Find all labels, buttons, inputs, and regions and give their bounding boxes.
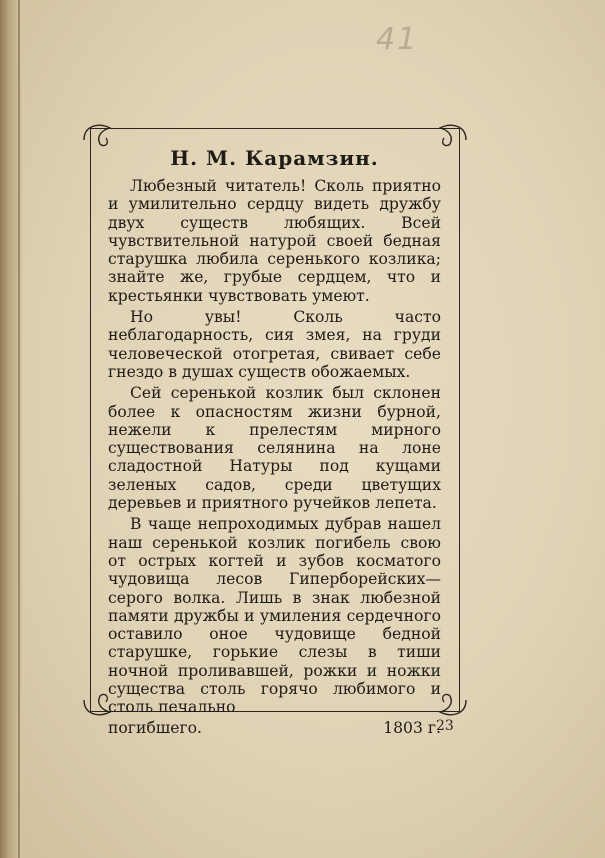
corner-ornament-top-left [84,125,110,145]
publication-year: 1803 г. [383,718,441,737]
gutter-edge [18,0,20,858]
article-title: Н. М. Карамзин. [170,146,379,170]
paragraph-3: Сей серенькой козлик был склонен более к опасностям жизни бурной, нежели к прелестям мирного существования селянина на лоне сладостной Натуры под кущами зеленых садов, среди цветущих деревьев и приятного ручейков лепета. [108,384,441,513]
corner-ornament-top-right [440,125,466,145]
paragraph-1: Любезный читатель! Сколь приятно и умилительно сердцу видеть дружбу двух существ любящих. Всей чувствительной натурой своей бедная старушка любила серенького козлика; знайте же, грубые сердцем, что и крестьянки чувствовать умеют. [108,177,441,305]
paragraph-4: В чаще непроходимых дубрав нашел наш серенькой козлик погибель свою от острых когтей и зубов косматого чудовища лесов Гиперборейских—серого волка. Лишь в знак любезной памяти дружбы и умиления сердечного оставило оное чудовище бедной старушке, горькие слезы в тиши ночной проливавшей, рожки и ножки существа столь горячо любимого и столь печально [108,515,441,717]
closing-word: погибшего. [108,718,202,737]
corner-ornament-bottom-left [84,694,110,714]
closing-line [108,719,441,737]
article-body [108,140,441,737]
handwritten-page-mark: 41 [376,22,419,57]
paragraph-2: Но увы! Сколь часто неблагодарность, сия змея, на груди человеческой отогретая, свивает себе гнездо в душах существ обожаемых. [108,308,441,381]
page-number: 23 [436,718,454,734]
corner-ornament-bottom-right [440,694,466,714]
